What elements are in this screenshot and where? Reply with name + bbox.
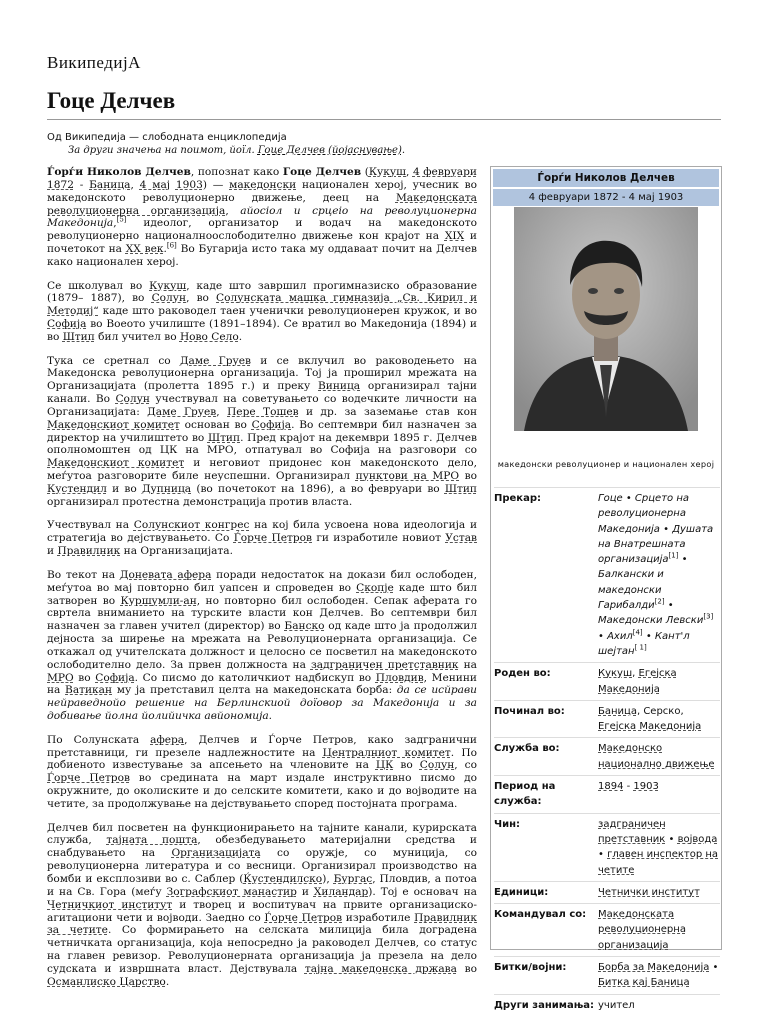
wiki-link[interactable]: Македонско национално движење (598, 743, 715, 770)
wiki-link[interactable]: ЦК (375, 759, 394, 772)
wiki-link[interactable]: Правилник (57, 545, 121, 558)
wiki-link[interactable]: Банско (284, 620, 325, 633)
text: во средината на март издале инструктивно писмо до окружните, до околиските и до селските комитети, како и до војводите на четите, за продолжување на дејствувањето според постојната програма. (47, 772, 477, 810)
text: • (659, 523, 673, 535)
infobox-label: Чин: (494, 818, 520, 830)
wiki-link[interactable]: Софија (251, 418, 292, 431)
infobox-row (494, 813, 720, 881)
text: • (642, 630, 655, 642)
wiki-link[interactable]: Хиландар (313, 885, 369, 898)
text: каде што бил затворен во (47, 581, 478, 607)
wiki-link[interactable]: 1872 (47, 178, 74, 191)
wiki-link[interactable]: Устав (445, 532, 478, 545)
wiki-link[interactable]: Солун (419, 759, 455, 772)
hatnote-end: . (401, 145, 406, 156)
infobox-value (598, 779, 720, 810)
wiki-link[interactable]: Кукуш (149, 279, 187, 292)
text: , (113, 217, 117, 230)
text: идеолог, организатор и водач на македонското револуционерно националноослободително движење кон крајот на (47, 217, 477, 243)
italic-text: Ахил (607, 630, 633, 642)
infobox-row (494, 737, 720, 775)
wiki-link[interactable]: 4 мај (139, 178, 171, 191)
text: каде што раководел таен ученички револуционерен кружок, и во (98, 305, 477, 318)
text: Делчев бил посветен на функционирањето на тајните канали, курирската служба, (47, 821, 477, 847)
text: , (216, 405, 228, 418)
text: изработиле (342, 911, 415, 924)
text: од каде што ја продолжил дејноста за ширење на мрежата на Револуционерната организација. Се откажал од учителската должност и целосно се посветил на македонското ослободително дело. За првен должноста на (47, 620, 477, 671)
wiki-link[interactable]: 1903 (633, 781, 659, 793)
text: , Серско, (636, 705, 684, 717)
wiki-link[interactable]: Скопје (356, 581, 394, 594)
infobox-value (598, 960, 720, 991)
text: , обезбедувањето материјални средства и снабдувањето на (47, 834, 477, 860)
wiki-link[interactable]: Виница (318, 380, 361, 393)
wiki-link[interactable]: главен инспектор на четите (598, 849, 719, 876)
page-title: Гоце Делчев (47, 88, 176, 113)
text: ) — (202, 178, 230, 191)
wiki-link[interactable]: пунктови на МРО (355, 470, 460, 483)
wiki-link[interactable]: Солун (115, 393, 150, 406)
text: По Солунската (47, 733, 151, 746)
text: Во текот на (47, 568, 120, 581)
wiki-link[interactable]: Ново Село (179, 330, 239, 343)
infobox-value (598, 491, 720, 659)
reference-link[interactable]: [ 1] (634, 643, 647, 652)
text: Тука се сретнал со (47, 354, 180, 367)
infobox-row (494, 903, 720, 956)
infobox-caption: македонски револуционер и национален херој (497, 459, 715, 469)
reference-link[interactable]: [5] (116, 215, 127, 224)
infobox-value (598, 907, 720, 953)
infobox-value (598, 998, 720, 1013)
wiki-link[interactable]: Штип (444, 483, 477, 495)
italic-text: Срцето на револуционерна Македонија (598, 493, 689, 535)
text: со оружје, со муниција, со револуционерна литература и со весници. Организирал производство на бомби и експлозиви во с. Саблер ( (47, 847, 477, 885)
wiki-link[interactable]: афера (150, 733, 185, 746)
paragraph (47, 166, 477, 269)
wiki-link[interactable]: МРО (47, 671, 74, 684)
wiki-link[interactable]: Ќустендилско (243, 872, 323, 885)
paragraph (47, 734, 477, 811)
text: • (678, 554, 688, 566)
wiki-link[interactable]: Ѓорче Петров (47, 772, 130, 785)
wiki-link[interactable]: Солунската машка гимназија „Св. Кирил и Методиј“ (47, 292, 478, 318)
italic-text: Душата на Внатрешната организација (598, 523, 714, 566)
wiki-link[interactable]: Македонскиот комитет (47, 457, 185, 470)
infobox-label: Служба во: (494, 743, 560, 755)
wiki-link[interactable]: тајната пошта (106, 834, 198, 847)
text: , (225, 204, 241, 217)
text: . Со формирањето на селската милиција била доградена четничката организација, која непосредно ја раководел Делчев, со статус на главен ревизор. Револуционерната организација ја презела на дело судската и извршната власт. Дејствувала (47, 924, 477, 975)
paragraph (47, 280, 477, 344)
italic-text: Кант'л шеjтан (598, 630, 690, 657)
wiki-link[interactable]: Кустендил (47, 483, 107, 495)
infobox-row (494, 994, 720, 1016)
wiki-link[interactable]: Ѓорче Петров (233, 532, 313, 545)
infobox-value (598, 666, 720, 697)
text: и неговиот придонес кон македонското дело, меѓутоа разговорите биле неуспешни. Организирал (47, 457, 477, 483)
wiki-link[interactable]: Штип (207, 431, 241, 444)
text: Се школувал во (47, 279, 150, 292)
text: организирал протестна демонстрација против власта. (47, 495, 353, 508)
wiki-link[interactable]: Ватикан (65, 684, 113, 697)
text: и др. за заземање став кон (298, 405, 478, 418)
reference-link[interactable]: [3] (703, 613, 714, 622)
infobox-rows (494, 487, 720, 1016)
text: , но повторно бил ослободен. Сепак аферата го свртела вниманието на турските власти кон Делчев. Во септември бил назначен за главен учител (директор) во (47, 594, 477, 633)
wiki-link[interactable]: Егејска Македонија (598, 668, 677, 695)
wiki-link[interactable]: Македонскиот комитет (47, 418, 180, 431)
infobox-label: Битки/војни: (494, 962, 567, 974)
text: (во почетокот на 1896), а во февруари во (191, 483, 445, 495)
infobox-value (598, 741, 720, 772)
wiki-link[interactable]: Куршумли-ан (120, 594, 197, 607)
text: • (622, 493, 635, 504)
italic-text: Балкански и македонски Гарибалди (598, 569, 664, 612)
wiki-link[interactable]: задграничен претставник (598, 818, 666, 845)
text: и (296, 885, 314, 898)
text: . Во септември бил назначен за директор на училиштето во (47, 418, 477, 444)
text: на Организацијата. (120, 545, 233, 558)
text: Во Бугарија исто така му оддаваат почит на Делчев како национален херој. (47, 243, 477, 268)
text: основан во (179, 418, 252, 431)
infobox-label: Период на служба: (494, 781, 556, 808)
italic-text: Македонски Левски (598, 615, 704, 627)
wiki-link[interactable]: задграничен претставник (310, 658, 459, 671)
text: • (709, 962, 719, 974)
text: , Делчев и Ѓорче Петров, како задгранични претставници, ги презеле надлежностите на (47, 733, 477, 759)
text: во (456, 962, 477, 975)
wiki-link[interactable]: Правилник за четите (47, 911, 477, 937)
italic-text: да се исйрави нейраведнойо решение на Берлинскиой доїовор за Македонија и за добивање йолна йолийичка авйономија (47, 684, 477, 723)
infobox-label: Прекар: (494, 493, 542, 504)
wiki-link[interactable]: Софија (47, 318, 87, 331)
infobox-name: Ѓорѓи Николов Делчев (493, 169, 719, 187)
wiki-link[interactable]: Кукуш (368, 166, 406, 178)
text: , (632, 668, 639, 680)
from-line: Од Википедија — слободната енциклопедија (47, 132, 287, 143)
text: . (163, 243, 167, 256)
infobox-value (598, 817, 720, 878)
wiki-link[interactable]: Дупница (141, 483, 192, 495)
text: и се вклучил во раководењето на Македонска револуционерна организација. Тој ја проширил мрежата на Организацијата (пролетта 1895 г.) и преку (47, 354, 477, 393)
portrait-photo[interactable] (514, 207, 698, 431)
infobox-row (494, 487, 720, 662)
text: • (665, 833, 678, 845)
infobox-label: Починал во: (494, 705, 565, 717)
infobox-label: Единици: (494, 886, 549, 898)
paragraph (47, 822, 477, 989)
text: и почетокот на (47, 230, 477, 256)
infobox-row (494, 881, 720, 903)
site-logo[interactable]: ВикипедиjА (47, 53, 141, 72)
text: • (598, 849, 608, 861)
text: - (623, 781, 634, 793)
wiki-link[interactable]: Четнички институт (598, 886, 700, 898)
wiki-link[interactable]: Организацијата (171, 847, 261, 860)
wiki-link[interactable]: Солунскиот конгрес (133, 519, 250, 532)
infobox-row (494, 700, 720, 738)
text: ), (322, 872, 334, 885)
text: и творец и воспитувач на првите организациско-агитациони чети и војводи. Заедно со (47, 898, 477, 924)
text: ги изработиле новиот (312, 532, 446, 545)
infobox (490, 166, 722, 1011)
text: . По добиеното известување за апсењето на членовите на (47, 746, 477, 772)
text: му ја претставил целта на македонската борба: (112, 684, 397, 697)
text: , (406, 166, 413, 178)
infobox-row (494, 662, 720, 700)
text: во Воеото училиште (1891–1894). Се вратил во Македонија (1894) и во (47, 318, 477, 343)
wiki-link[interactable]: Бургас (333, 872, 373, 885)
text: ). Тој е основач на (368, 885, 477, 898)
paragraph (47, 519, 477, 558)
text: • (598, 630, 608, 642)
wiki-link[interactable]: Зографскиот манастир (166, 885, 297, 898)
text: национален херој, учесник во македонското револуционерно движење, деец на (47, 178, 477, 204)
bold-text: Ѓорѓи Николов Делчев (47, 166, 191, 178)
wiki-link[interactable]: Пере Тошев (227, 405, 299, 418)
wiki-link[interactable]: Егејска Македонија (598, 721, 702, 733)
text: , (130, 178, 140, 191)
text: Учествувал на (47, 519, 134, 532)
wiki-link[interactable]: Штип (62, 330, 95, 343)
reference-link[interactable]: [4] (632, 628, 643, 637)
wiki-link[interactable]: Османлиско Царство (47, 975, 166, 988)
paragraph (47, 569, 477, 723)
text: . Со писмо до католичкиот надбискуп во (134, 671, 376, 684)
wiki-link[interactable]: Македонската револуционерна организација (598, 909, 686, 951)
wiki-link[interactable]: Баница (89, 178, 131, 191)
infobox-row (494, 775, 720, 813)
infobox-dates: 4 февруари 1872 - 4 мај 1903 (493, 189, 719, 206)
infobox-label: Роден во: (494, 668, 551, 680)
wiki-link[interactable]: Кукуш (598, 668, 633, 680)
wiki-link[interactable]: Централниот комитет (322, 746, 451, 759)
wiki-link[interactable]: македонски (229, 178, 297, 191)
wiki-link[interactable]: тајна македонска држава (304, 962, 457, 975)
wiki-link[interactable]: Баница (598, 705, 637, 717)
text: ( (361, 166, 369, 178)
wiki-link[interactable]: Македонската револуционерна организација (47, 191, 477, 217)
text: , Пловдив, а потоа и на Св. Гора (меѓу (47, 872, 477, 898)
wiki-link[interactable]: Битка кај Баница (598, 977, 690, 989)
text: организирал тајни канали. Во (47, 380, 477, 406)
text: и (47, 545, 58, 558)
portrait-image (514, 207, 698, 431)
wiki-link[interactable]: Борба за Македонија (598, 962, 710, 974)
text: учествувал на советувањето со водечките личности на Организацијата: (47, 393, 477, 418)
reference-link[interactable]: [1] (668, 551, 679, 560)
text: , во (186, 292, 217, 305)
italic-text: айосіол и срцеіо на револуционерна Македонија (47, 204, 477, 230)
text: . (268, 710, 273, 723)
text: на кој била усвоена нова идеологија и стратегија во дејствувањето. Со (47, 519, 478, 545)
text: во (393, 759, 420, 772)
text: , Менини на (47, 671, 477, 697)
wiki-link[interactable]: 1894 (598, 781, 624, 793)
text: , со (454, 759, 477, 772)
infobox-row (494, 956, 720, 994)
wiki-link[interactable]: 1903 (175, 178, 203, 191)
text: , каде што завршил прогимназиско образование (1879– 1887), во (47, 279, 478, 305)
text: . (238, 330, 243, 343)
wiki-link[interactable]: XIX (444, 230, 465, 243)
text: , попознат како (190, 166, 283, 178)
infobox-value (598, 885, 720, 900)
italic-text: Гоце (598, 493, 623, 504)
infobox-label: Командувал со: (494, 909, 587, 921)
text: учител (598, 999, 635, 1011)
infobox-value (598, 704, 720, 735)
wiki-link[interactable]: XX век (125, 243, 164, 256)
text: поради недостаток на докази бил ослободен, меѓутоа во мај повторно бил уапсен и спроведен во (47, 568, 477, 594)
text: . Пред крајот на декември 1895 г. Делчев ополномоштен од ЦК на МРО, отпатувал во Софија на разговори со (47, 431, 477, 457)
text: во (73, 671, 96, 684)
text: бил учител во (94, 330, 180, 343)
infobox-label: Други занимања: (494, 999, 594, 1011)
reference-link[interactable]: [6] (166, 241, 177, 250)
reference-link[interactable]: [2] (654, 597, 665, 606)
wiki-link[interactable]: Солун (151, 292, 187, 305)
wiki-link[interactable]: Даме Груев (147, 405, 217, 418)
hatnote (68, 145, 405, 156)
text: во (459, 470, 477, 483)
wiki-link[interactable]: Софија (95, 671, 135, 684)
text: . (165, 975, 170, 988)
text: - (73, 178, 90, 191)
wiki-link[interactable]: Четничкиот институт (47, 898, 173, 911)
wiki-link[interactable]: Доневата афера (119, 568, 212, 581)
wiki-link[interactable]: Даме Груев (179, 354, 251, 367)
wiki-link[interactable]: 4 февруари (412, 166, 477, 178)
wiki-link[interactable]: војвода (677, 833, 718, 845)
wiki-link[interactable]: Пловдив (375, 671, 424, 684)
title-divider (47, 119, 721, 120)
article-body (47, 166, 477, 999)
hatnote-link[interactable]: Гоце Делчев (йојаснување) (257, 145, 402, 156)
text: на (458, 658, 477, 671)
text: • (664, 600, 674, 612)
hatnote-text: За други значења на поимот, йоїл. (68, 145, 258, 156)
text: и во (106, 483, 142, 495)
bold-text: Гоце Делчев (282, 166, 362, 178)
paragraph (47, 355, 477, 509)
wiki-link[interactable]: Ѓорче Петров (264, 911, 343, 924)
